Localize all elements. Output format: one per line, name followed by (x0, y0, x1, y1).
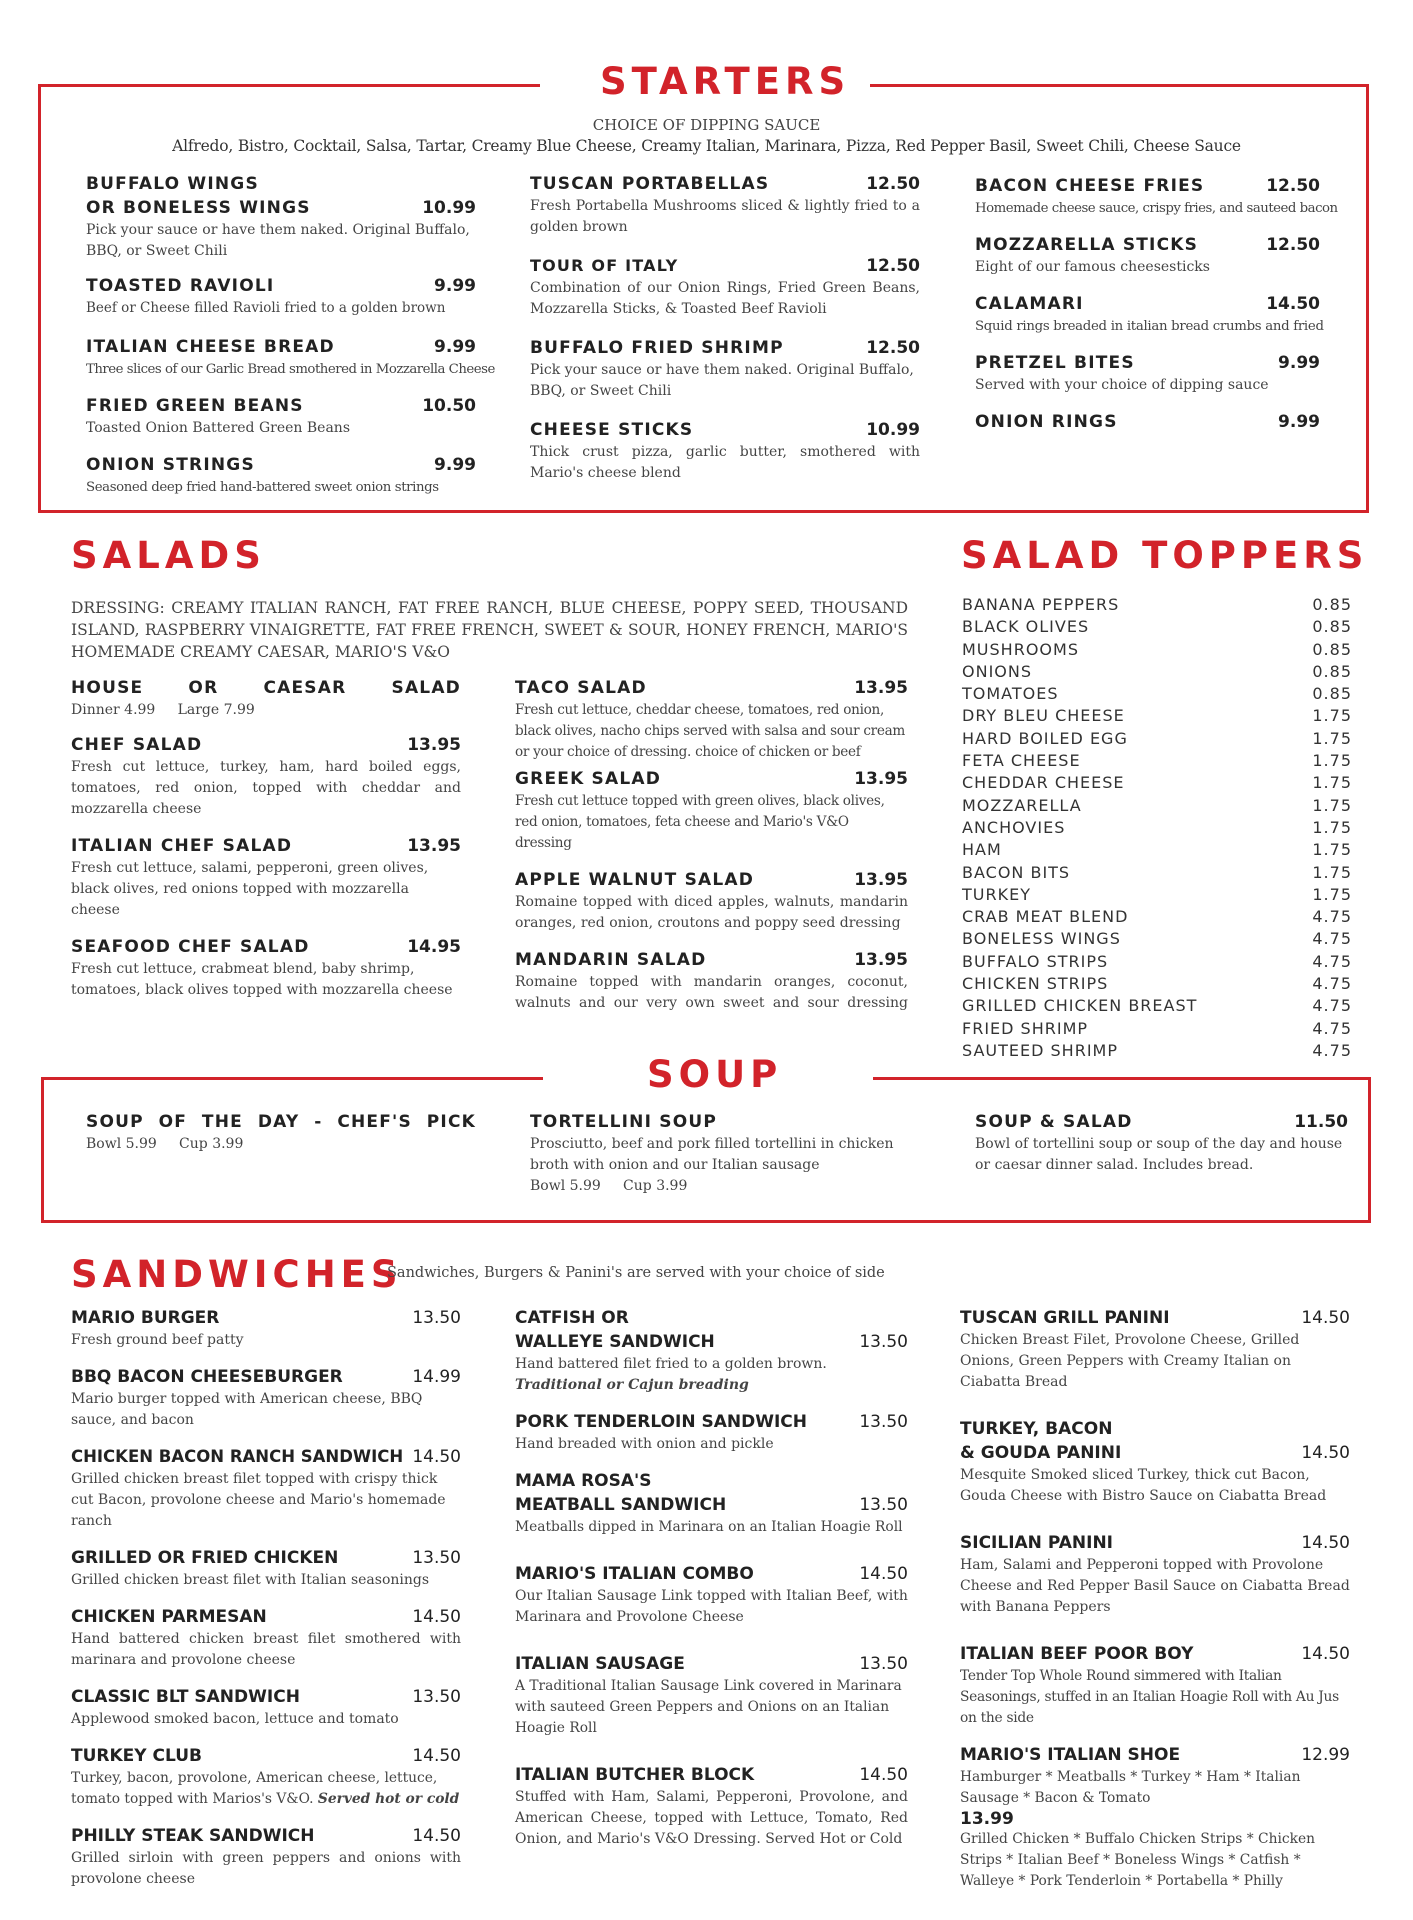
item-price: 14.50 (1301, 1443, 1350, 1463)
item-name: ONION RINGS (975, 412, 1118, 432)
item-description: Fresh cut lettuce topped with green olives, black olives, red onion, tomatoes, feta cheese and Mario's V&O dressing (515, 793, 885, 851)
starters-column-3 (975, 174, 1338, 448)
item-description: Homemade cheese sauce, crispy fries, and sauteed bacon (975, 201, 1338, 216)
item-name: BACON CHEESE FRIES (975, 176, 1205, 196)
item-price: 14.50 (412, 1607, 461, 1627)
menu-item (515, 1562, 908, 1628)
menu-item (515, 1763, 908, 1850)
item-description: Fresh Portabella Mushrooms sliced & lightly fried to a golden brown (530, 198, 920, 235)
list-item (962, 906, 1352, 928)
item-name: BUFFALO WINGS (86, 174, 259, 194)
topper-name: DRY BLEU CHEESE (962, 706, 1125, 726)
item-description: Prosciutto, beef and pork filled tortellini in chicken broth with onion and our Italian sausage (530, 1136, 894, 1173)
item-name: PHILLY STEAK SANDWICH (71, 1826, 315, 1846)
item-price: 14.50 (1266, 294, 1320, 314)
item-price: 14.95 (407, 937, 461, 957)
item-name: SOUP & SALAD (975, 1112, 1133, 1132)
item-name: SOUP OF THE DAY - CHEF'S PICK (86, 1112, 476, 1132)
item-price: 12.50 (1266, 176, 1320, 196)
item-name: ITALIAN BEEF POOR BOY (960, 1644, 1194, 1664)
soup-column-3 (975, 1110, 1348, 1176)
topper-price: 4.75 (1312, 929, 1352, 949)
item-name: & GOUDA PANINI (960, 1443, 1122, 1463)
item-price: 9.99 (1278, 412, 1320, 432)
sandwiches-column-3 (960, 1306, 1350, 1906)
item-description: Toasted Onion Battered Green Beans (86, 420, 350, 436)
item-price: 9.99 (1278, 353, 1320, 373)
item-price: 14.50 (1301, 1644, 1350, 1664)
item-price: 13.50 (859, 1412, 908, 1432)
sandwiches-title: SANDWICHES (71, 1253, 403, 1296)
item-name: CHEF SALAD (71, 735, 203, 755)
list-item (962, 661, 1352, 683)
item-description: Hand battered chicken breast filet smothered with marinara and provolone cheese (71, 1631, 461, 1668)
menu-item (530, 254, 920, 320)
topper-name: CHEDDAR CHEESE (962, 773, 1125, 793)
item-price: 13.50 (859, 1495, 908, 1515)
item-price: 12.50 (1266, 235, 1320, 255)
item-name: HOUSE OR CAESAR SALAD (71, 678, 461, 698)
topper-price: 1.75 (1312, 840, 1352, 860)
item-description: Pick your sauce or have them naked. Original Buffalo, BBQ, or Sweet Chili (86, 222, 470, 259)
item-description: Bowl of tortellini soup or soup of the day and house or caesar dinner salad. Includes bread. (975, 1136, 1343, 1173)
topper-name: BLACK OLIVES (962, 617, 1090, 637)
topper-name: BUFFALO STRIPS (962, 951, 1109, 971)
starters-column-1 (86, 172, 495, 512)
item-name: TOASTED RAVIOLI (86, 276, 275, 296)
item-name: BBQ BACON CHEESEBURGER (71, 1367, 343, 1387)
menu-item (515, 676, 908, 763)
menu-item (530, 336, 920, 402)
item-description: Turkey, bacon, provolone, American cheese, lettuce, tomato topped with Marios's V&O. (71, 1770, 438, 1807)
item-name: CATFISH OR (515, 1308, 629, 1328)
item-price: 14.50 (1301, 1308, 1350, 1328)
item-description: Fresh cut lettuce, crabmeat blend, baby shrimp, tomatoes, black olives topped with mozzarella cheese (71, 961, 453, 998)
item-price: 14.50 (412, 1746, 461, 1766)
item-name: OR BONELESS WINGS (86, 198, 311, 218)
item-description: Grilled sirloin with green peppers and onions with provolone cheese (71, 1850, 461, 1887)
salads-column-1 (71, 676, 461, 1015)
item-description: Hand battered filet fried to a golden brown. (515, 1356, 827, 1372)
item-description: Chicken Breast Filet, Provolone Cheese, Grilled Onions, Green Peppers with Creamy Italian on Ciabatta Bread (960, 1332, 1300, 1390)
list-item (962, 750, 1352, 772)
item-name: TURKEY CLUB (71, 1746, 202, 1766)
menu-item (975, 174, 1338, 219)
item-name: GREEK SALAD (515, 769, 662, 789)
menu-item (515, 1652, 908, 1739)
topper-name: CHICKEN STRIPS (962, 974, 1109, 994)
menu-item (960, 1417, 1350, 1507)
item-description: Stuffed with Ham, Salami, Pepperoni, Provolone, and American Cheese, topped with Lettuce, Tomato, Red Onion, and Mario's V&O Dressing. Served Hot or Cold (515, 1789, 908, 1847)
item-price: 13.95 (854, 870, 908, 890)
item-price: 10.99 (422, 198, 476, 218)
item-price: 13.50 (412, 1687, 461, 1707)
item-note: Served hot or cold (317, 1791, 460, 1807)
salads-title: SALADS (71, 534, 266, 577)
soup-title: SOUP (647, 1053, 783, 1096)
item-description-wrap (71, 1768, 461, 1810)
item-price: 14.50 (1301, 1533, 1350, 1553)
item-description: A Traditional Italian Sausage Link covered in Marinara with sauteed Green Peppers and Onions on an Italian Hoagie Roll (515, 1678, 902, 1736)
menu-item (515, 1410, 908, 1455)
item-name: PORK TENDERLOIN SANDWICH (515, 1412, 808, 1432)
topper-price: 4.75 (1312, 1040, 1352, 1060)
item-price: 14.50 (412, 1826, 461, 1846)
topper-price: 1.75 (1312, 706, 1352, 726)
list-item (962, 1018, 1352, 1040)
item-name: CHEESE STICKS (530, 420, 694, 440)
item-price: 13.95 (854, 950, 908, 970)
menu-item (975, 351, 1320, 396)
item-description: Fresh cut lettuce, cheddar cheese, tomatoes, red onion, black olives, nacho chips served with salsa and sour cream or your choice of dressing. choice of chicken or beef (515, 702, 905, 760)
menu-item (975, 233, 1320, 278)
salad-toppers-list (962, 594, 1352, 1062)
item-name: MARIO'S ITALIAN COMBO (515, 1564, 754, 1584)
list-item (962, 772, 1352, 794)
item-name: SICILIAN PANINI (960, 1533, 1113, 1553)
list-item (962, 705, 1352, 727)
item-description: Grilled Chicken * Buffalo Chicken Strips * Chicken Strips * Italian Beef * Boneless Wings * Catfish * Walleye * Pork Tenderloin * Portabella * Philly (960, 1831, 1316, 1889)
topper-price: 4.75 (1312, 951, 1352, 971)
item-description: Served with your choice of dipping sauce (975, 377, 1269, 393)
menu-item (530, 172, 920, 238)
topper-name: TURKEY (962, 884, 1031, 904)
topper-name: MOZZARELLA (962, 795, 1082, 815)
menu-item (515, 868, 908, 934)
list-item (962, 1040, 1352, 1062)
topper-name: BONELESS WINGS (962, 929, 1121, 949)
item-description: Meatballs dipped in Marinara on an Italian Hoagie Roll (515, 1519, 903, 1535)
menu-item (960, 1306, 1350, 1393)
topper-price: 0.85 (1312, 639, 1352, 659)
soup-column-2 (530, 1110, 925, 1197)
topper-price: 4.75 (1312, 1018, 1352, 1038)
item-description: Pick your sauce or have them naked. Original Buffalo, BBQ, or Sweet Chili (530, 362, 914, 399)
item-description: Hand breaded with onion and pickle (515, 1436, 774, 1452)
menu-item (960, 1642, 1350, 1729)
topper-price: 0.85 (1312, 684, 1352, 704)
item-name: CLASSIC BLT SANDWICH (71, 1687, 300, 1707)
menu-item (71, 1605, 461, 1671)
starters-title: STARTERS (600, 60, 851, 103)
item-description: Hamburger * Meatballs * Turkey * Ham * Italian Sausage * Bacon & Tomato (960, 1769, 1301, 1806)
item-description: Grilled chicken breast filet with Italian seasonings (71, 1572, 430, 1588)
menu-item (71, 1685, 461, 1730)
item-name: ITALIAN CHEF SALAD (71, 836, 293, 856)
item-description: Fresh cut lettuce, salami, pepperoni, green olives, black olives, red onions topped with mozzarella cheese (71, 860, 429, 918)
item-description: Tender Top Whole Round simmered with Italian Seasonings, stuffed in an Italian Hoagie Roll with Au Jus on the side (960, 1668, 1339, 1726)
sandwiches-column-2 (515, 1306, 908, 1864)
item-name: GRILLED OR FRIED CHICKEN (71, 1548, 339, 1568)
menu-item (71, 1546, 461, 1591)
list-item (962, 594, 1352, 616)
item-name: SEAFOOD CHEF SALAD (71, 937, 310, 957)
item-name: CHICKEN BACON RANCH SANDWICH (71, 1447, 404, 1466)
item-description: Combination of our Onion Rings, Fried Green Beans, Mozzarella Sticks, & Toasted Beef Ravioli (530, 280, 920, 317)
topper-name: BACON BITS (962, 862, 1071, 882)
item-price: 10.99 (866, 420, 920, 440)
item-price: 13.99 (960, 1809, 1014, 1829)
item-name: ITALIAN CHEESE BREAD (86, 337, 335, 357)
menu-item (960, 1743, 1350, 1892)
list-item (962, 862, 1352, 884)
topper-name: GRILLED CHICKEN BREAST (962, 996, 1198, 1016)
item-name: MARIO BURGER (71, 1308, 220, 1328)
menu-item (975, 292, 1324, 337)
item-description: Our Italian Sausage Link topped with Italian Beef, with Marinara and Provolone Cheese (515, 1588, 908, 1625)
item-name: ITALIAN SAUSAGE (515, 1654, 685, 1674)
item-price: 12.50 (866, 256, 920, 276)
list-item (962, 639, 1352, 661)
menu-item (515, 1469, 908, 1538)
item-price: 10.50 (422, 396, 476, 416)
item-description: Fresh cut lettuce, turkey, ham, hard boiled eggs, tomatoes, red onion, topped with cheddar and mozzarella cheese (71, 759, 461, 817)
topper-price: 4.75 (1312, 974, 1352, 994)
topper-name: SAUTEED SHRIMP (962, 1040, 1118, 1060)
item-name: FRIED GREEN BEANS (86, 396, 304, 416)
menu-item (515, 1306, 908, 1396)
list-item (962, 973, 1352, 995)
item-name: MAMA ROSA'S (515, 1471, 652, 1491)
topper-name: HARD BOILED EGG (962, 728, 1128, 748)
menu-item (86, 172, 476, 262)
item-description: Beef or Cheese filled Ravioli fried to a golden brown (86, 300, 446, 316)
item-description: Mesquite Smoked sliced Turkey, thick cut Bacon, Gouda Cheese with Bistro Sauce on Ciabatta Bread (960, 1467, 1327, 1504)
menu-item (71, 676, 461, 721)
topper-price: 1.75 (1312, 795, 1352, 815)
item-description: Bowl 5.99 Cup 3.99 (86, 1136, 244, 1152)
dressing-list: DRESSING: CREAMY ITALIAN RANCH, FAT FREE RANCH, BLUE CHEESE, POPPY SEED, THOUSAND ISLAND, RASPBERRY VINAIGRETTE, FAT FREE FRENCH, SWEET & SOUR, HONEY FRENCH, MARIO'S HOMEMADE CREAMY CAESAR, MARIO'S V&O (71, 599, 908, 661)
topper-name: TOMATOES (962, 684, 1059, 704)
topper-name: HAM (962, 840, 1002, 860)
item-price: 13.50 (412, 1308, 461, 1328)
topper-price: 0.85 (1312, 617, 1352, 637)
salads-column-2 (515, 676, 908, 1028)
topper-name: CRAB MEAT BLEND (962, 907, 1129, 927)
menu-item (86, 453, 476, 498)
topper-name: FRIED SHRIMP (962, 1018, 1089, 1038)
item-name: TACO SALAD (515, 678, 647, 698)
list-item (962, 995, 1352, 1017)
item-price: 13.95 (407, 735, 461, 755)
item-description: Ham, Salami and Pepperoni topped with Provolone Cheese and Red Pepper Basil Sauce on Ciabatta Bread with Banana Peppers (960, 1557, 1350, 1615)
dipping-sauce-list: Alfredo, Bistro, Cocktail, Salsa, Tartar, Creamy Blue Cheese, Creamy Italian, Marinara, Pizza, Red Pepper Basil, Sweet Chili, Cheese Sauce (172, 137, 1241, 155)
item-price: 9.99 (434, 276, 476, 296)
item-description: Thick crust pizza, garlic butter, smothered with Mario's cheese blend (530, 444, 920, 481)
menu-item (71, 1365, 461, 1431)
menu-item (71, 834, 461, 921)
item-name: MOZZARELLA STICKS (975, 235, 1199, 255)
item-price: 9.99 (434, 455, 476, 475)
item-price: 13.50 (412, 1548, 461, 1568)
menu-item (515, 767, 908, 854)
item-name: CALAMARI (975, 294, 1084, 314)
list-item (962, 728, 1352, 750)
topper-name: MUSHROOMS (962, 639, 1079, 659)
menu-item (71, 1306, 461, 1351)
sandwiches-column-1 (71, 1306, 461, 1904)
sandwiches-subtitle: Sandwiches, Burgers & Panini's are served with your choice of side (387, 1265, 885, 1281)
item-price: 14.99 (412, 1367, 461, 1387)
item-name: BUFFALO FRIED SHRIMP (530, 338, 784, 358)
item-description: Applewood smoked bacon, lettuce and tomato (71, 1711, 399, 1727)
item-description: Mario burger topped with American cheese, BBQ sauce, and bacon (71, 1391, 423, 1428)
item-description: Romaine topped with mandarin oranges, coconut, walnuts and our very own sweet and sour dressing (515, 974, 908, 1011)
list-item (962, 683, 1352, 705)
list-item (962, 928, 1352, 950)
item-price: 12.50 (866, 338, 920, 358)
item-description: Seasoned deep fried hand-battered sweet onion strings (86, 480, 439, 495)
item-description: Dinner 4.99 Large 7.99 (71, 702, 255, 718)
list-item (962, 951, 1352, 973)
item-name: PRETZEL BITES (975, 353, 1135, 373)
menu-item (975, 410, 1320, 434)
list-item (962, 817, 1352, 839)
menu-item (71, 1824, 461, 1890)
item-name: APPLE WALNUT SALAD (515, 870, 755, 890)
item-name: MANDARIN SALAD (515, 950, 707, 970)
item-description: Grilled chicken breast filet topped with crispy thick cut Bacon, provolone cheese and Mario's homemade ranch (71, 1471, 446, 1529)
item-name: TORTELLINI SOUP (530, 1112, 718, 1132)
menu-item (71, 1744, 461, 1810)
topper-price: 1.75 (1312, 751, 1352, 771)
topper-price: 1.75 (1312, 817, 1352, 837)
item-name: ITALIAN BUTCHER BLOCK (515, 1765, 755, 1785)
item-price: 11.50 (1294, 1112, 1348, 1132)
topper-name: BANANA PEPPERS (962, 595, 1120, 614)
topper-price: 4.75 (1312, 996, 1352, 1016)
item-description: Bowl 5.99 Cup 3.99 (530, 1178, 688, 1194)
item-note: Traditional or Cajun breading (515, 1377, 749, 1393)
topper-name: FETA CHEESE (962, 751, 1081, 771)
item-name: CHICKEN PARMESAN (71, 1607, 267, 1627)
item-price: 13.50 (859, 1654, 908, 1674)
menu-item (515, 948, 908, 1014)
menu-item (960, 1531, 1350, 1618)
item-price: 13.95 (407, 836, 461, 856)
list-item (962, 795, 1352, 817)
item-price: 13.95 (854, 678, 908, 698)
item-description: Romaine topped with diced apples, walnuts, mandarin oranges, red onion, croutons and poppy seed dressing (515, 894, 908, 931)
item-price: 12.99 (1301, 1745, 1350, 1765)
item-price: 13.50 (859, 1332, 908, 1352)
item-price: 13.95 (854, 769, 908, 789)
menu-item (86, 394, 476, 439)
item-price: 12.50 (866, 174, 920, 194)
topper-price: 0.85 (1312, 661, 1352, 681)
item-price: 14.50 (859, 1564, 908, 1584)
item-name: ONION STRINGS (86, 455, 255, 475)
item-description: Three slices of our Garlic Bread smothered in Mozzarella Cheese (86, 362, 495, 377)
item-description: Eight of our famous cheesesticks (975, 259, 1210, 275)
topper-price: 0.85 (1312, 595, 1352, 614)
menu-item (86, 274, 476, 319)
list-item (962, 884, 1352, 906)
item-name: MARIO'S ITALIAN SHOE (960, 1745, 1181, 1765)
menu-item (71, 935, 461, 1001)
menu-item (71, 1445, 461, 1532)
salad-toppers-title: SALAD TOPPERS (961, 534, 1369, 577)
topper-price: 1.75 (1312, 862, 1352, 882)
item-price: 14.50 (412, 1447, 461, 1467)
item-name: TUSCAN PORTABELLAS (530, 174, 770, 194)
topper-price: 1.75 (1312, 884, 1352, 904)
item-price: 9.99 (434, 337, 476, 357)
soup-column-1 (86, 1110, 476, 1155)
list-item (962, 839, 1352, 861)
topper-name: ONIONS (962, 661, 1032, 681)
item-price: 14.50 (859, 1765, 908, 1785)
topper-price: 4.75 (1312, 907, 1352, 927)
starters-column-2 (530, 172, 920, 498)
item-name: TOUR OF ITALY (530, 256, 679, 275)
topper-price: 1.75 (1312, 728, 1352, 748)
dipping-sauce-heading: CHOICE OF DIPPING SAUCE (592, 116, 821, 134)
topper-name: ANCHOVIES (962, 817, 1066, 837)
item-name: WALLEYE SANDWICH (515, 1332, 715, 1352)
topper-price: 1.75 (1312, 773, 1352, 793)
item-description: Fresh ground beef patty (71, 1332, 244, 1348)
menu-item (71, 733, 461, 820)
menu-item (530, 418, 920, 484)
item-name: TUSCAN GRILL PANINI (960, 1308, 1170, 1328)
list-item (962, 616, 1352, 638)
menu-item (86, 335, 495, 380)
item-name: TURKEY, BACON (960, 1419, 1113, 1439)
item-description: Squid rings breaded in italian bread crumbs and fried (975, 319, 1324, 334)
item-name: MEATBALL SANDWICH (515, 1495, 727, 1515)
